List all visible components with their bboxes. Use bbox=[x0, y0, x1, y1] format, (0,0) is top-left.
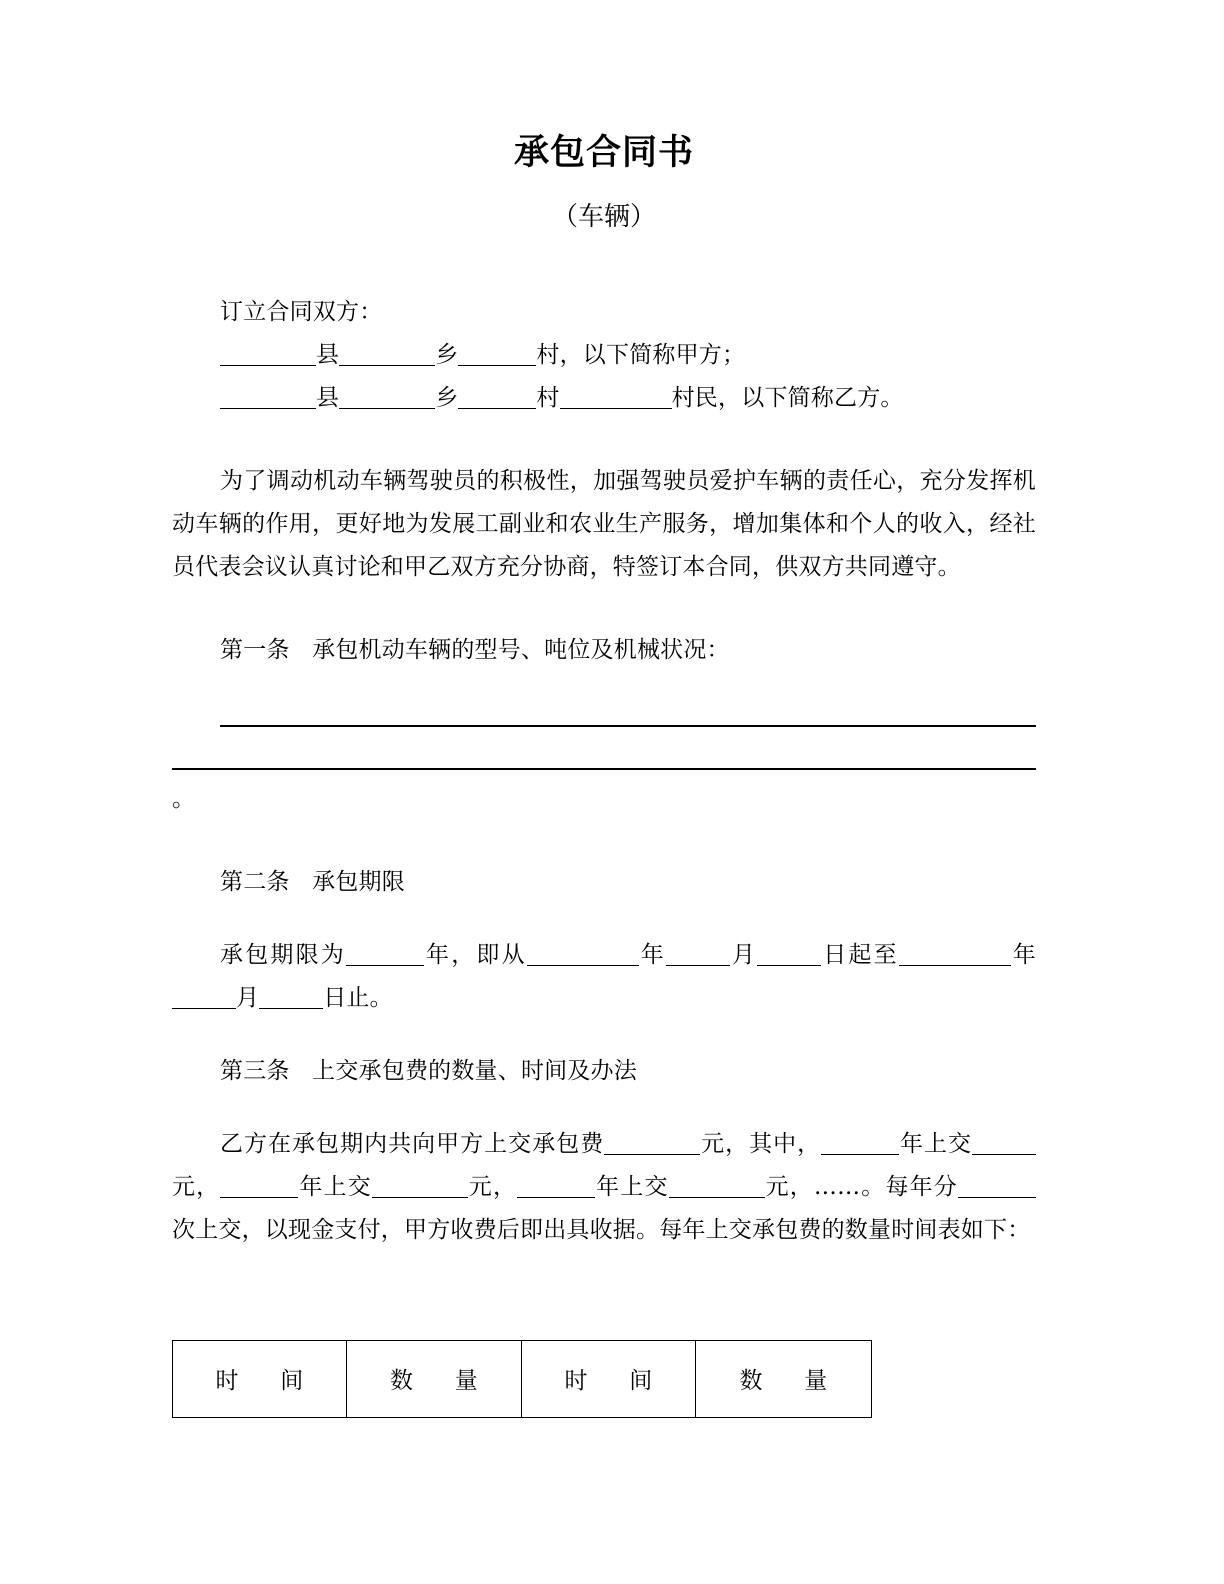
table-header-cell-time-2[interactable] bbox=[522, 1340, 696, 1417]
party-a-village-blank[interactable] bbox=[458, 343, 536, 366]
a2-text-7: 月 bbox=[236, 984, 260, 1011]
a3-year-1-blank[interactable] bbox=[821, 1132, 899, 1155]
a2-text-3: 年 bbox=[638, 941, 666, 968]
spacer bbox=[172, 589, 1036, 629]
a3-text-8: 元，……。每年分 bbox=[764, 1173, 958, 1200]
rule bbox=[172, 768, 1036, 770]
a2-text-2: 年，即从 bbox=[424, 941, 527, 968]
party-a-township-label: 乡 bbox=[435, 341, 459, 368]
a3-year-3-blank[interactable] bbox=[517, 1175, 595, 1198]
cell-label: 时间 bbox=[564, 1368, 653, 1395]
a2-text-1: 承包期限为 bbox=[220, 941, 346, 968]
article-1-title: 承包机动车辆的型号、吨位及机械状况： bbox=[312, 636, 730, 663]
a3-amount-3-blank[interactable] bbox=[669, 1175, 765, 1198]
preamble-paragraph: 为了调动机动车辆驾驶员的积极性，加强驾驶员爱护车辆的责任心，充分发挥机动车辆的作用，更好地为发展工副业和农业生产服务，增加集体和个人的收入，经社员代表会议认真讨论和甲乙双方充分协商，特签订本合同，供双方共同遵守。 bbox=[172, 467, 1036, 580]
table-header-cell-time-1[interactable] bbox=[173, 1340, 347, 1417]
party-b-county-blank[interactable] bbox=[220, 386, 316, 409]
party-a-county-blank[interactable] bbox=[220, 343, 316, 366]
article-2-title: 承包期限 bbox=[312, 868, 405, 895]
article-1-number: 第一条 bbox=[220, 636, 290, 663]
article-3-body bbox=[172, 1123, 1036, 1252]
fee-schedule-table-wrap bbox=[172, 1340, 1036, 1418]
party-b-village-blank[interactable] bbox=[458, 386, 536, 409]
fee-schedule-table bbox=[172, 1340, 872, 1418]
a3-total-fee-blank[interactable] bbox=[604, 1132, 700, 1155]
spacer bbox=[172, 672, 1036, 692]
party-a-township-blank[interactable] bbox=[339, 343, 435, 366]
a3-amount-2-blank[interactable] bbox=[372, 1175, 468, 1198]
party-b-line bbox=[172, 377, 1036, 420]
party-a-line bbox=[172, 334, 1036, 377]
a2-end-year-blank[interactable] bbox=[899, 943, 1011, 966]
article-3-title: 上交承包费的数量、时间及办法 bbox=[312, 1057, 637, 1084]
party-b-name-blank[interactable] bbox=[560, 386, 672, 409]
a2-text-4: 月 bbox=[730, 941, 758, 968]
a3-installments-blank[interactable] bbox=[958, 1175, 1036, 1198]
a2-start-year-blank[interactable] bbox=[527, 943, 639, 966]
a2-years-blank[interactable] bbox=[346, 943, 424, 966]
article-2-heading bbox=[172, 861, 1036, 904]
party-a-tail: ，以下简称甲方； bbox=[559, 341, 746, 368]
a3-amount-1-blank[interactable] bbox=[972, 1132, 1036, 1155]
document-content bbox=[172, 0, 1036, 1418]
a3-text-5: 年上交 bbox=[298, 1173, 372, 1200]
a2-text-5: 日起至 bbox=[821, 941, 899, 968]
party-b-county-label: 县 bbox=[316, 384, 340, 411]
article-2-body bbox=[172, 934, 1036, 1020]
page-title: 承包合同书 bbox=[513, 133, 694, 173]
a3-text-1: 乙方在承包期内共向甲方上交承包费 bbox=[220, 1130, 605, 1157]
article-2-number: 第二条 bbox=[220, 868, 290, 895]
a3-text-9: 次上交，以现金支付，甲方收费后即出具收据。每年上交承包费的数量时间表如下： bbox=[172, 1216, 1031, 1243]
spacer bbox=[172, 1093, 1036, 1123]
party-b-township-blank[interactable] bbox=[339, 386, 435, 409]
article-1-blank-line-2[interactable] bbox=[172, 735, 1036, 778]
a2-text-8: 日止。 bbox=[323, 984, 393, 1011]
party-a-village-label: 村 bbox=[536, 341, 560, 368]
spacer bbox=[172, 821, 1036, 861]
spacer bbox=[172, 1310, 1036, 1340]
parties-heading: 订立合同双方： bbox=[220, 298, 383, 325]
article-3-number: 第三条 bbox=[220, 1057, 290, 1084]
cell-label: 数量 bbox=[739, 1368, 828, 1395]
party-b-tail: ，以下简称乙方。 bbox=[718, 384, 904, 411]
a2-end-month-blank[interactable] bbox=[172, 986, 236, 1009]
spacer bbox=[172, 1252, 1036, 1310]
a2-start-month-blank[interactable] bbox=[666, 943, 730, 966]
party-b-villager-label: 村民 bbox=[671, 384, 719, 411]
table-header-cell-quantity-2[interactable] bbox=[696, 1340, 872, 1417]
article-3-heading bbox=[172, 1050, 1036, 1093]
article-1-terminator: 。 bbox=[172, 785, 196, 812]
cell-label: 数量 bbox=[390, 1368, 478, 1395]
party-a-county-label: 县 bbox=[316, 341, 340, 368]
article-1-blank-line-1[interactable] bbox=[172, 692, 1036, 735]
a3-text-2: 元，其中， bbox=[700, 1130, 822, 1157]
spacer bbox=[172, 420, 1036, 460]
party-b-village-label: 村 bbox=[536, 384, 560, 411]
a2-start-day-blank[interactable] bbox=[757, 943, 821, 966]
spacer bbox=[172, 1020, 1036, 1050]
a3-text-3: 年上交 bbox=[899, 1130, 973, 1157]
spacer bbox=[172, 904, 1036, 934]
a2-end-day-blank[interactable] bbox=[259, 986, 323, 1009]
rule bbox=[220, 725, 1036, 727]
a3-text-7: 年上交 bbox=[595, 1173, 669, 1200]
a3-text-4: 元， bbox=[172, 1173, 221, 1200]
spacer bbox=[172, 233, 1036, 291]
article-1-heading bbox=[172, 629, 1036, 672]
a3-year-2-blank[interactable] bbox=[220, 1175, 298, 1198]
cell-label: 时间 bbox=[215, 1368, 304, 1395]
party-b-township-label: 乡 bbox=[435, 384, 459, 411]
page-subtitle: （车辆） bbox=[551, 201, 656, 232]
table-row bbox=[173, 1340, 872, 1417]
a2-text-6: 年 bbox=[1010, 941, 1036, 968]
a3-text-6: 元， bbox=[467, 1173, 518, 1200]
table-header-cell-quantity-1[interactable] bbox=[347, 1340, 522, 1417]
